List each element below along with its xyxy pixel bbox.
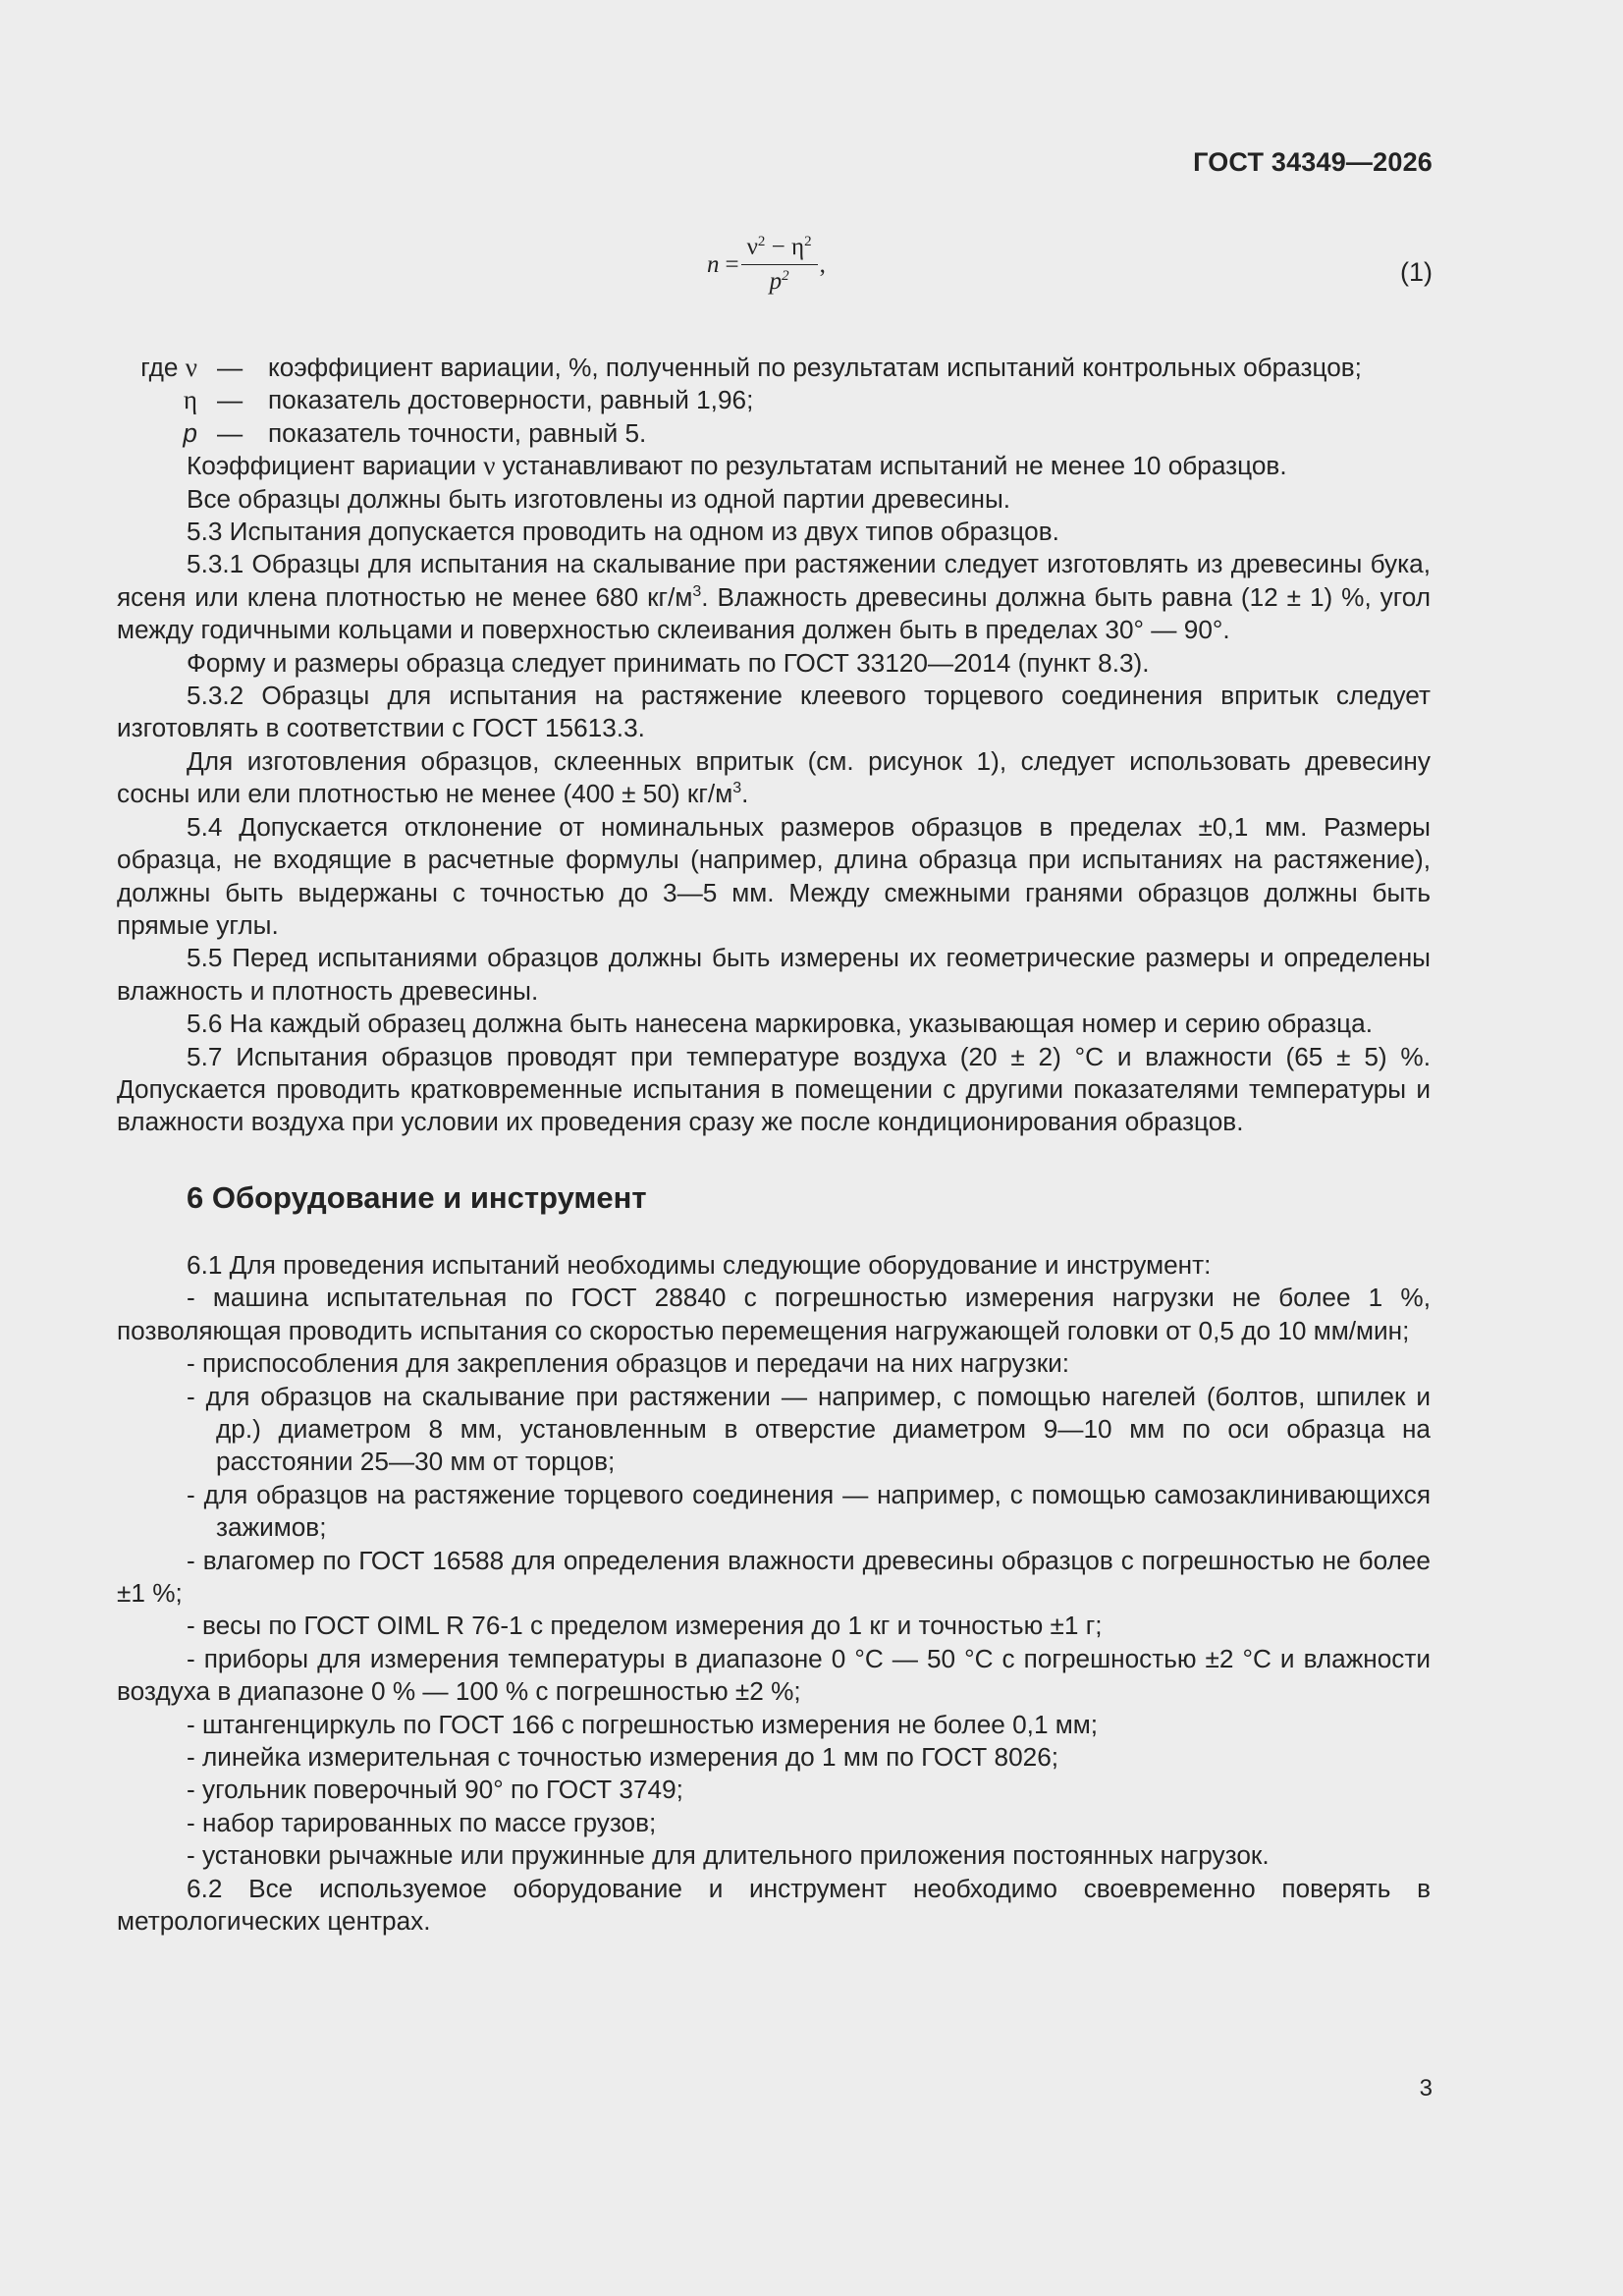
list-item-caliper: - штангенциркуль по ГОСТ 166 с погрешностью измерения не более 0,1 мм; <box>187 1709 1099 1739</box>
list-item-fixtures: - приспособления для закрепления образцов и передачи на них нагрузки: <box>187 1348 1070 1379</box>
where-term <box>117 384 217 416</box>
list-subitem-shear: - для образцов на скалывание при растяжении — например, с помощью нагелей (болтов, шпилек и др.) диаметром 8 мм, установленным в отверстие диаметром 9—10 мм по оси образца на расстоянии 25—30 мм от торцов; <box>187 1381 1431 1477</box>
where-symbol: ν <box>185 353 197 382</box>
where-dash: — <box>217 417 243 448</box>
paragraph-5-5: 5.5 Перед испытаниями образцов должны быть измерены их геометрические размеры и определены влажность и плотность древесины. <box>117 943 1431 1006</box>
document-id-header: ГОСТ 34349—2026 <box>1193 147 1433 177</box>
text-run: Коэффициент вариации <box>187 451 484 481</box>
paragraph-glued <box>117 745 1431 811</box>
list-item-thermometers: - приборы для измерения температуры в диапазоне 0 °С — 50 °С с погрешностью ±2 °С и влажности воздуха в диапазоне 0 % — 100 % с погрешностью ±2 %; <box>117 1643 1431 1707</box>
paragraph-6-2: 6.2 Все используемое оборудование и инструмент необходимо своевременно поверять в метрологических центрах. <box>117 1873 1431 1937</box>
list-item-machine: - машина испытательная по ГОСТ 28840 с погрешностью измерения нагрузки не более 1 %, позволяющая проводить испытания со скоростью перемещения нагружающей головки от 0,5 до 10 мм/мин; <box>117 1283 1431 1345</box>
superscript: 3 <box>732 780 742 797</box>
where-row-p <box>117 417 1431 450</box>
formula-nu-exp: 2 <box>757 234 766 249</box>
where-dash: — <box>217 353 243 382</box>
formula-nu: ν <box>746 234 758 260</box>
formula-p-exp: 2 <box>782 268 789 284</box>
list-item-square: - угольник поверочный 90° по ГОСТ 3749; <box>187 1775 683 1805</box>
body-text <box>117 352 1431 1938</box>
text-run: . Влажность древесины должна быть равна (12 ± 1) %, угол между годичными кольцами и поверхностью склеивания должен быть в пределах 30° — 90°. <box>117 581 1431 645</box>
where-row-eta <box>117 384 1431 416</box>
superscript: 3 <box>692 582 702 600</box>
section-6-heading: 6 Оборудование и инструмент <box>187 1179 647 1215</box>
where-description: показатель достоверности, равный 1,96; <box>268 385 754 415</box>
page-number: 3 <box>1419 2075 1433 2102</box>
formula-1 <box>707 234 826 296</box>
formula-eta-exp: 2 <box>804 234 812 249</box>
paragraph-5-4: 5.4 Допускается отклонение от номинальных размеров образцов в пределах ±0,1 мм. Размеры образца, не входящие в расчетные формулы (например, длина образца при испытаниях на растяжение), должны быть выдержаны с точностью до 3—5 мм. Между смежными гранями образцов должны быть прямые углы. <box>117 811 1431 940</box>
where-dash: — <box>217 385 243 415</box>
formula-number: (1) <box>1400 257 1433 287</box>
formula-eta: η <box>791 234 805 260</box>
text-run: Для изготовления образцов, склеенных впритык (см. рисунок 1), следует использовать древесину сосны или ели плотностью не менее (400 ± 50) кг/м <box>117 745 1431 809</box>
list-item-moisture-meter: - влагомер по ГОСТ 16588 для определения влажности древесины образцов с погрешностью не более ±1 %; <box>117 1545 1431 1608</box>
where-term <box>117 417 217 450</box>
where-symbol: p <box>183 417 197 448</box>
paragraph-5-3: 5.3 Испытания допускается проводить на одном из двух типов образцов. <box>187 517 1059 547</box>
formula-minus: − <box>771 234 785 260</box>
formula-fraction <box>741 234 818 296</box>
where-lead: где <box>140 353 179 382</box>
formula-numerator <box>741 234 818 265</box>
formula-p: p <box>769 268 783 295</box>
paragraph-5-7: 5.7 Испытания образцов проводят при температуре воздуха (20 ± 2) °С и влажности (65 ± 5) %. Допускается проводить кратковременные испытания в помещении с другими показателями температуры и влажности воздуха при условии их проведения сразу же после кондиционирования образцов. <box>117 1041 1431 1137</box>
where-row-nu <box>117 352 1431 384</box>
paragraph-batch: Все образцы должны быть изготовлены из одной партии древесины. <box>187 483 1011 514</box>
where-description: коэффициент вариации, %, полученный по результатам испытаний контрольных образцов; <box>268 353 1362 382</box>
paragraph-5-6: 5.6 На каждый образец должна быть нанесена маркировка, указывающая номер и серию образца. <box>187 1009 1373 1039</box>
formula-equals: = <box>725 250 739 278</box>
text-run: . <box>741 779 749 809</box>
formula-denominator <box>770 265 789 296</box>
formula-trailing-comma: , <box>819 250 826 278</box>
list-item-ruler: - линейка измерительная с точностью измерения до 1 мм по ГОСТ 8026; <box>187 1742 1059 1773</box>
list-item-rigs: - установки рычажные или пружинные для длительного приложения постоянных нагрузок. <box>187 1840 1270 1871</box>
where-symbol: η <box>183 385 197 415</box>
list-item-weights: - набор тарированных по массе грузов; <box>187 1807 657 1837</box>
formula-lhs: n <box>707 250 720 278</box>
list-subitem-tension: - для образцов на растяжение торцевого соединения — например, с помощью самозаклинивающихся зажимов; <box>187 1479 1431 1543</box>
nu-symbol: ν <box>483 451 496 481</box>
paragraph-6-1: 6.1 Для проведения испытаний необходимы следующие оборудование и инструмент: <box>187 1249 1212 1280</box>
paragraph-5-3-1 <box>117 548 1431 646</box>
list-item-scales: - весы по ГОСТ OIML R 76-1 с пределом измерения до 1 кг и точностью ±1 г; <box>187 1611 1103 1641</box>
text-run: устанавливают по результатам испытаний не менее 10 образцов. <box>495 451 1287 481</box>
where-term <box>117 352 217 384</box>
where-description: показатель точности, равный 5. <box>268 417 647 448</box>
paragraph-variation <box>117 450 1431 482</box>
paragraph-5-3-2: 5.3.2 Образцы для испытания на растяжение клеевого торцевого соединения впритык следует изготовлять в соответствии с ГОСТ 15613.3. <box>117 681 1431 743</box>
text-run: 5.3.1 Образцы для испытания на скалывание при растяжении следует изготовлять из древесины бука, ясеня или клена плотностью не менее 680 кг/м <box>117 549 1431 612</box>
paragraph-form: Форму и размеры образца следует принимать по ГОСТ 33120—2014 (пункт 8.3). <box>187 647 1150 678</box>
